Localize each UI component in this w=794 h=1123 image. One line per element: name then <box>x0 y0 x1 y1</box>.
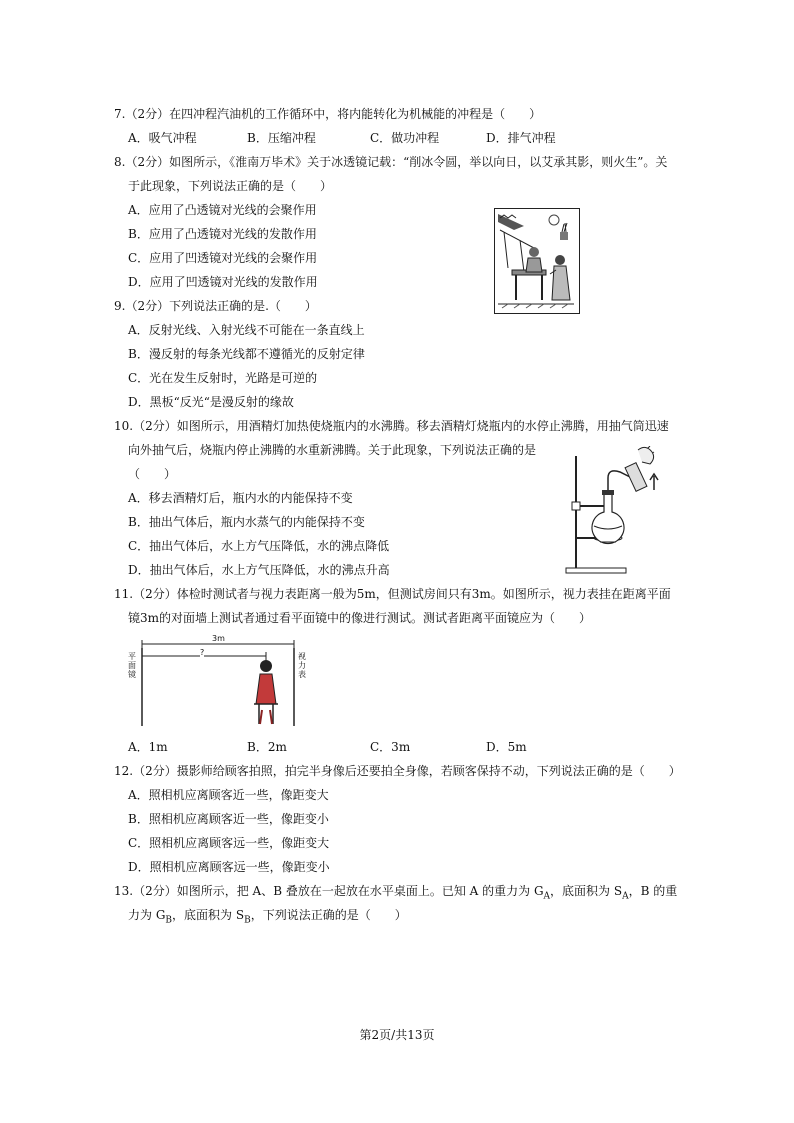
q10-option-c: C．抽出气体后，水上方气压降低，水的沸点降低 <box>128 539 390 553</box>
unknown-distance-label: ? <box>200 648 205 657</box>
q7-stem: 7.（2分）在四冲程汽油机的工作循环中，将内能转化为机械能的冲程是（ ） <box>114 107 542 121</box>
q8-option-c: C．应用了凹透镜对光线的会聚作用 <box>128 251 318 265</box>
q12-option-d: D．照相机应离顾客远一些，像距变小 <box>128 860 330 874</box>
q11-stem-line2: 镜3m的对面墙上测试者通过看平面镜中的像进行测试。测试者距离平面镜应为（ ） <box>128 611 592 625</box>
q11-option-a: A．1m <box>128 740 168 754</box>
q13-stem-line2: 力为 $G_B$，底面积为 $S_B$，下列说法正确的是（ ） <box>128 908 407 926</box>
boiling-flask-apparatus <box>562 446 672 578</box>
q8-option-b: B．应用了凸透镜对光线的发散作用 <box>128 227 317 241</box>
q7-option-d: D．排气冲程 <box>486 131 556 145</box>
q8-option-d: D．应用了凹透镜对光线的发散作用 <box>128 275 318 289</box>
eye-test-diagram <box>126 634 316 728</box>
q9-option-c: C．光在发生反射时，光路是可逆的 <box>128 371 318 385</box>
q9-option-a: A．反射光线、入射光线不可能在一条直线上 <box>128 323 365 337</box>
eye-chart-label: 视力表 <box>298 652 306 679</box>
q7-option-c: C．做功冲程 <box>370 131 440 145</box>
page-number-footer: 第2页/共13页 <box>359 1028 435 1042</box>
q8-stem-line2: 于此现象，下列说法正确的是（ ） <box>128 179 333 193</box>
q10-stem-line2: 向外抽气后，烧瓶内停止沸腾的水重新沸腾。关于此现象，下列说法正确的是 <box>128 443 537 457</box>
distance-3m-label: 3m <box>212 634 225 643</box>
q8-option-a: A．应用了凸透镜对光线的会聚作用 <box>128 203 317 217</box>
q11-option-d: D．5m <box>486 740 527 754</box>
q8-stem-line1: 8.（2分）如图所示，《淮南万毕术》关于冰透镜记载：“削冰令圆，举以向日，以艾承其影，则火生”。关 <box>114 155 668 169</box>
q12-option-c: C．照相机应离顾客远一些，像距变大 <box>128 836 330 850</box>
ice-lens-illustration <box>494 208 580 314</box>
q9-stem: 9.（2分）下列说法正确的是.（ ） <box>114 299 317 313</box>
q11-option-c: C．3m <box>370 740 411 754</box>
q10-stem-line3: （ ） <box>128 467 177 481</box>
q13-stem-line1: 13.（2分）如图所示，把 A、B 叠放在一起放在水平桌面上。已知 A 的重力为 $G_A$，底面积为 $S_A$，B 的重 <box>114 884 678 902</box>
q9-option-d: D．黑板“反光“是漫反射的缘故 <box>128 395 294 409</box>
q10-option-b: B．抽出气体后，瓶内水蒸气的内能保持不变 <box>128 515 365 529</box>
q12-stem: 12.（2分）摄影师给顾客拍照，拍完半身像后还要拍全身像，若顾客保持不动，下列说法正确的是（ ） <box>114 764 681 778</box>
q10-option-d: D．抽出气体后，水上方气压降低，水的沸点升高 <box>128 563 390 577</box>
q10-stem-line1: 10.（2分）如图所示，用酒精灯加热使烧瓶内的水沸腾。移去酒精灯烧瓶内的水停止沸腾，用抽气筒迅速 <box>114 419 669 433</box>
q7-option-b: B．压缩冲程 <box>247 131 316 145</box>
q11-stem-line1: 11.（2分）体检时测试者与视力表距离一般为5m，但测试房间只有3m。如图所示，视力表挂在距离平面 <box>114 587 671 601</box>
q7-option-a: A．吸气冲程 <box>128 131 197 145</box>
q11-option-b: B．2m <box>247 740 287 754</box>
q12-option-b: B．照相机应离顾客近一些，像距变小 <box>128 812 329 826</box>
q10-option-a: A．移去酒精灯后，瓶内水的内能保持不变 <box>128 491 353 505</box>
q12-option-a: A．照相机应离顾客近一些，像距变大 <box>128 788 329 802</box>
mirror-label: 平面镜 <box>128 652 136 679</box>
q9-option-b: B．漫反射的每条光线都不遵循光的反射定律 <box>128 347 365 361</box>
